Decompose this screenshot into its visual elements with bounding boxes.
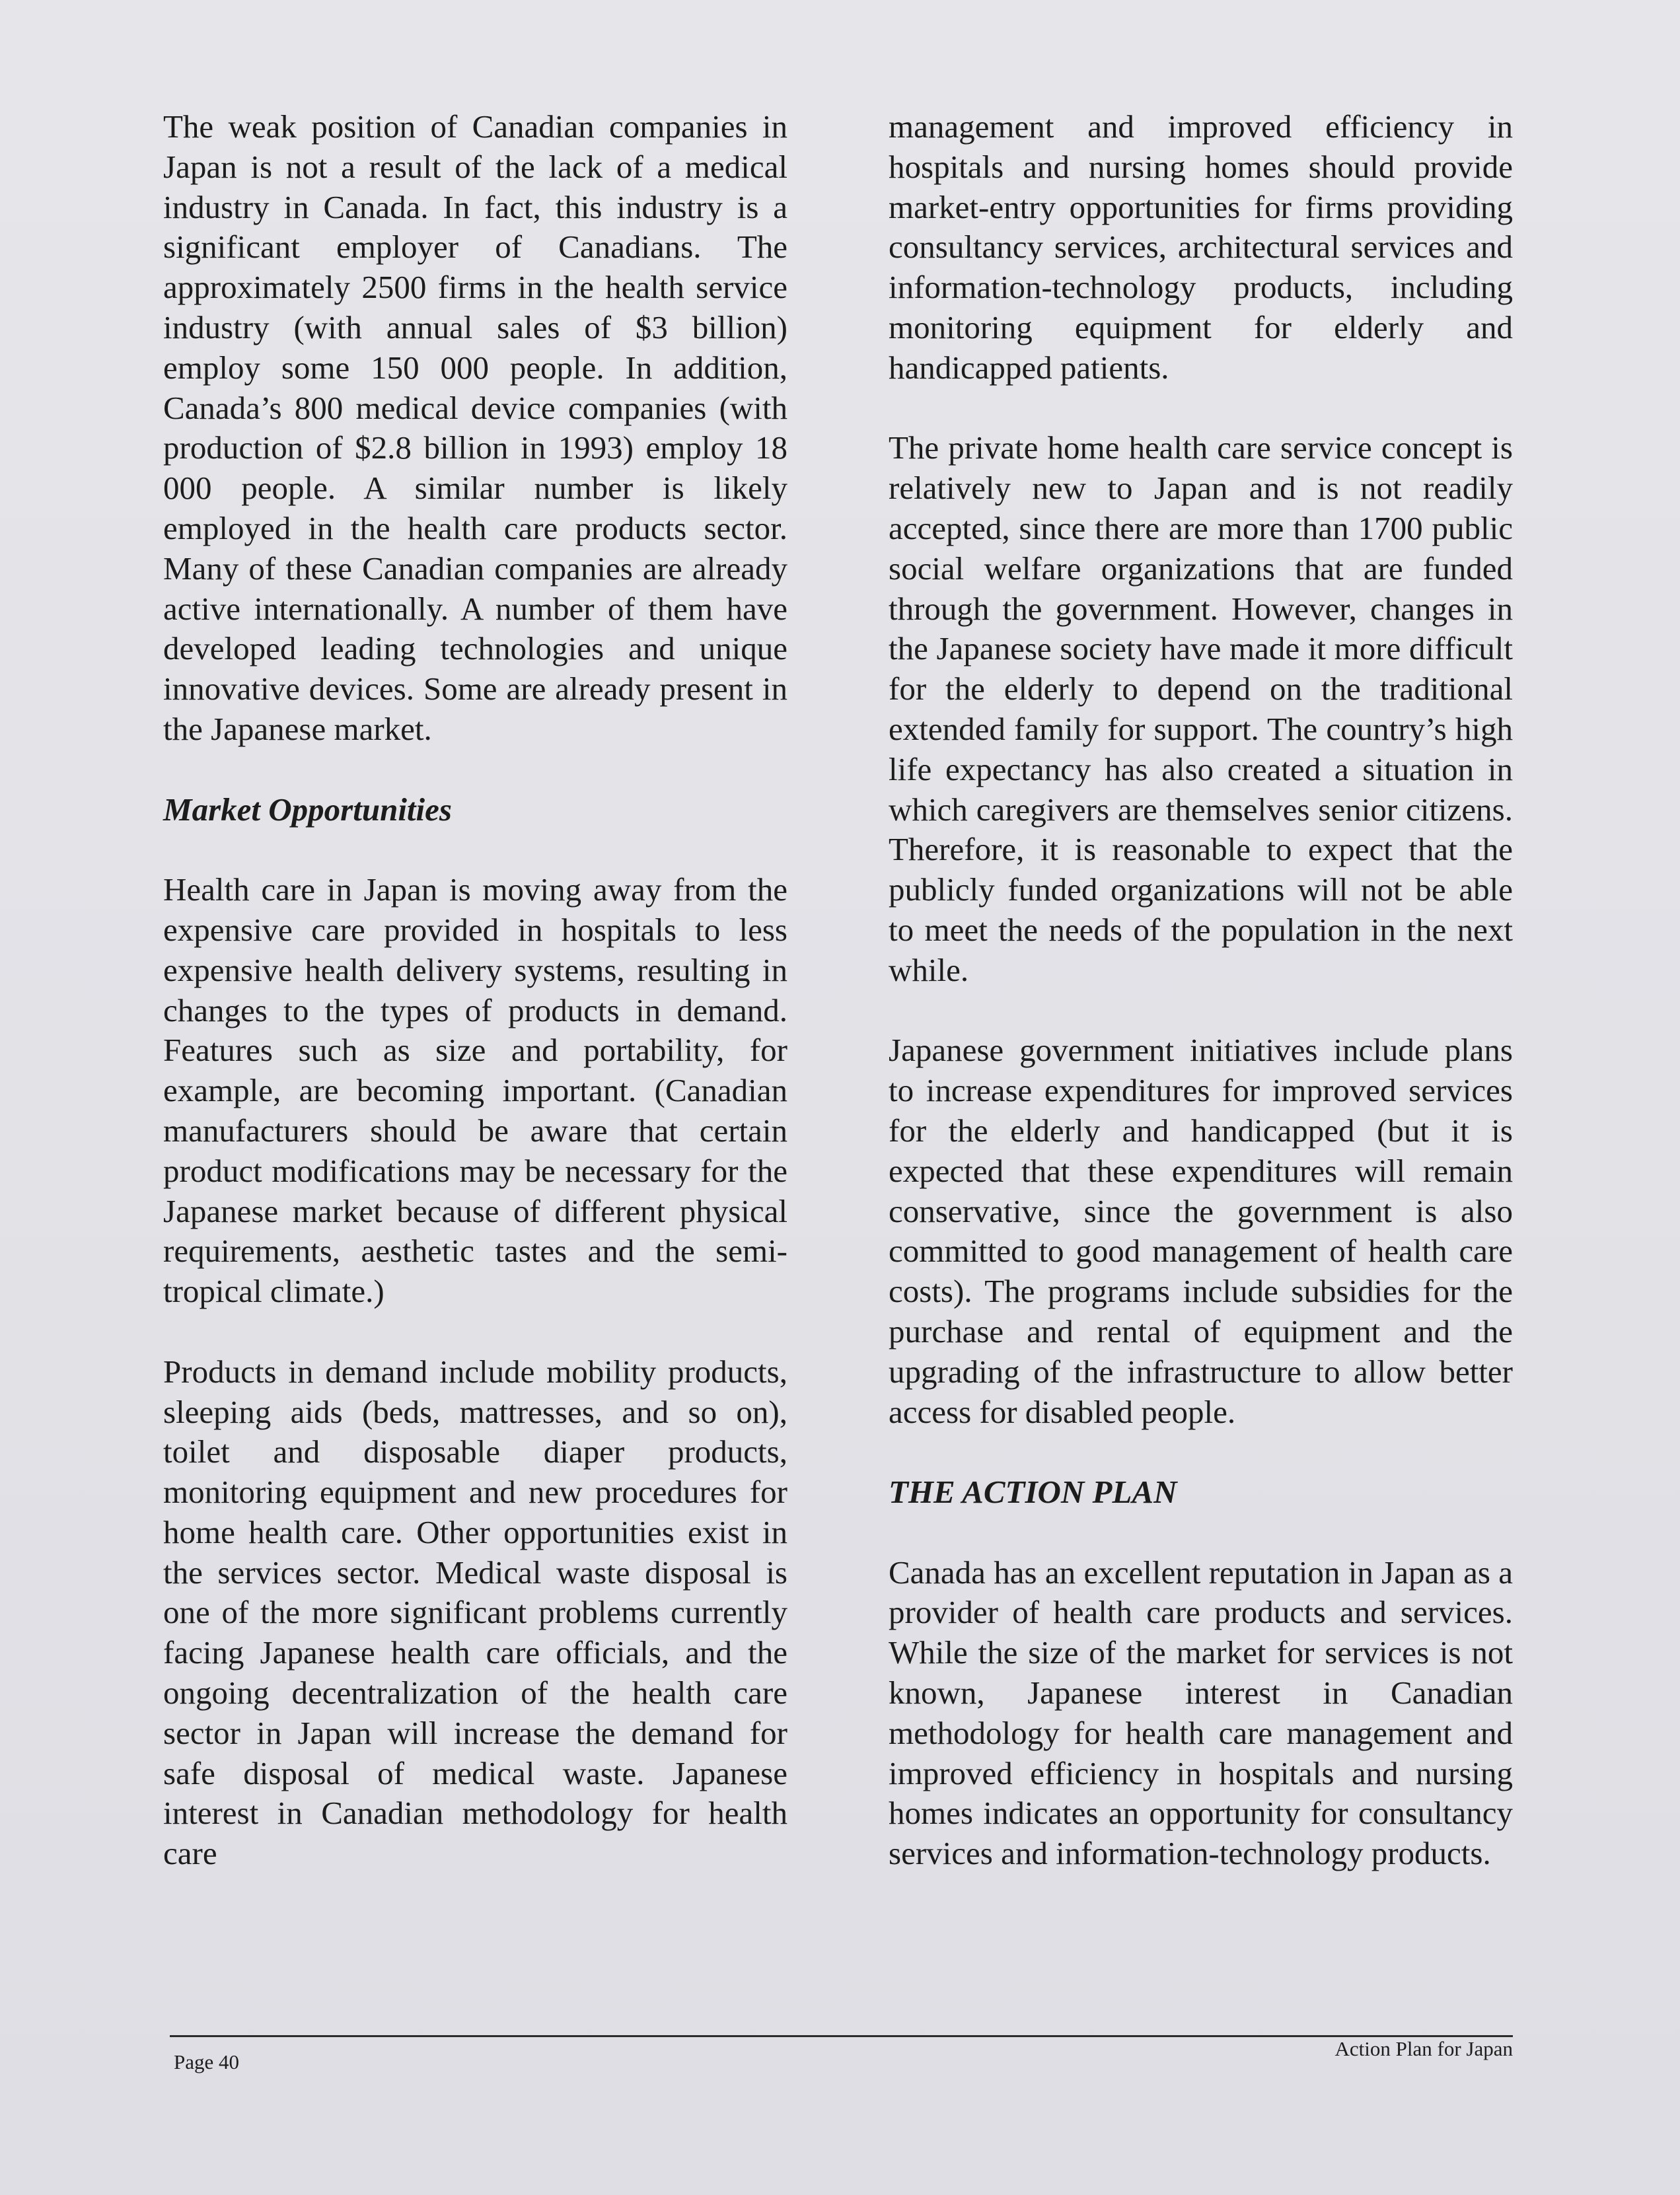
page-number: Page 40: [174, 2050, 240, 2073]
paragraph-gap: [163, 1312, 787, 1352]
continued-paragraph: management and improved efficiency in hospitals and nursing homes should provide market-entry opportunities for firms providing consultancy services, architectural services and information-technology products, including monitoring equipment for elderly and handicapped patients.: [889, 108, 1513, 386]
paragraph-gap: [163, 750, 787, 790]
paragraph-gap: [163, 830, 787, 870]
action-plan-heading: THE ACTION PLAN: [889, 1474, 1177, 1511]
government-initiatives-paragraph: Japanese government initiatives include plans to increase expenditures for improved services for the elderly and handicapped (but it is expected that these expenditures will remain conservative, since the government is also committed to good management of health care costs). The programs include subsidies for the purchase and rental of equipment and the upgrading of the infrastructure to allow better access for disabled people.: [889, 1032, 1513, 1430]
products-in-demand-paragraph: Products in demand include mobility products, sleeping aids (beds, mattresses, and so on), toilet and disposable diaper products, monitoring equipment and new procedures for home health care. Other opportunities exist in the services sector. Medical waste disposal is one of the more significant problems currently facing Japanese health care officials, and the ongoing decentralization of the health care sector in Japan will increase the demand for safe disposal of medical waste. Japanese interest in Canadian methodology for health care: [163, 1353, 787, 1872]
canada-reputation-paragraph: Canada has an excellent reputation in Japan as a provider of health care products and services. While the size of the market for services is not known, Japanese interest in Canadian methodology for health care management and improved efficiency in hospitals and nursing homes indicates an opportunity for consultancy services and information-technology products.: [889, 1554, 1513, 1872]
document-title: Action Plan for Japan: [1334, 2037, 1513, 2060]
paragraph-gap: [889, 991, 1513, 1031]
right-column: [889, 107, 1513, 1874]
left-column: [163, 107, 787, 1874]
paragraph-gap: [889, 1513, 1513, 1553]
intro-paragraph: The weak position of Canadian companies in Japan is not a result of the lack of a medical industry in Canada. In fact, this industry is a significant employer of Canadians. The approximately 2500 firms in the health service industry (with annual sales of $3 billion) employ some 150 000 people. In addition, Canada’s 800 medical device companies (with production of $2.8 billion in 1993) employ 18 000 people. A similar number is likely employed in the health care products sector. Many of these Canadian companies are already active internationally. A number of them have developed leading technologies and unique innovative devices. Some are already present in the Japanese market.: [163, 108, 787, 747]
footer-rule: [170, 2035, 1513, 2037]
paragraph-gap: [889, 388, 1513, 429]
health-care-shift-paragraph: Health care in Japan is moving away from the expensive care provided in hospitals to less expensive health delivery systems, resulting in changes to the types of products in demand. Features such as size and portability, for example, are becoming important. (Canadian manufacturers should be aware that certain product modifications may be necessary for the Japanese market because of different physical requirements, aesthetic tastes and the semi-tropical climate.): [163, 871, 787, 1310]
private-home-care-paragraph: The private home health care service concept is relatively new to Japan and is not readily accepted, since there are more than 1700 public social welfare organizations that are funded through the government. However, changes in the Japanese society have made it more difficult for the elderly to depend on the traditional extended family for support. The country’s high life expectancy has also created a situation in which caregivers are themselves senior citizens. Therefore, it is reasonable to expect that the publicly funded organizations will not be able to meet the needs of the population in the next while.: [889, 429, 1513, 988]
paragraph-gap: [889, 1432, 1513, 1472]
market-opportunities-heading: Market Opportunities: [163, 791, 452, 828]
